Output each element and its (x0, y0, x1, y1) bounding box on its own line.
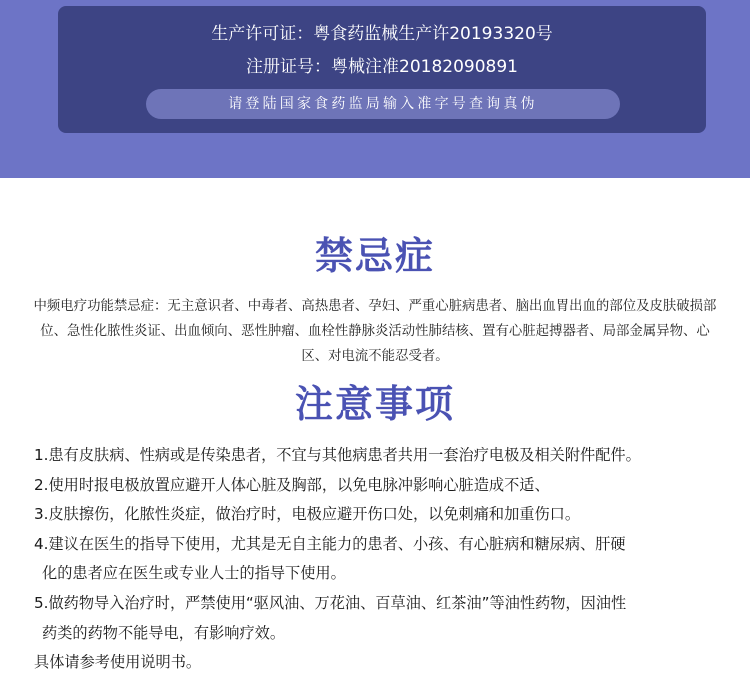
precaution-line: 2.使用时报电极放置应避开人体心脏及胸部，以免电脉冲影响心脏造成不适、 (34, 475, 550, 494)
header-band (0, 0, 750, 178)
contraindications-text: 中频电疗功能禁忌症：无主意识者、中毒者、高热患者、孕妇、严重心脏病患者、脑出血胃出血的部位及皮肤破损部位、急性化脓性炎证、出血倾向、恶性肿瘤、血栓性静脉炎活动性肺结核、置有心脏起搏器者、局部金属异物、心区、对电流不能忍受者。 (33, 299, 717, 364)
precaution-line: 3.皮肤擦伤，化脓性炎症，做治疗时，电极应避开伤口处，以免刺痛和加重伤口。 (34, 505, 581, 524)
contraindications-title: 禁忌症 (314, 234, 435, 278)
precaution-line: 具体请参考使用说明书。 (34, 653, 202, 672)
verify-hint-badge: 请登陆国家食药监局输入准字号查询真伪 (146, 89, 620, 119)
precautions-title: 注意事项 (294, 382, 455, 426)
license-panel (58, 6, 706, 133)
production-permit-text: 生产许可证：粤食药监械生产许20193320号 (211, 24, 553, 44)
precaution-line: 5.做药物导入治疗时，严禁使用“驱风油、万花油、百草油、红茶油”等油性药物，因油性 (34, 593, 627, 612)
precaution-line: 1.患有皮肤病、性病或是传染患者，不宜与其他病患者共用一套治疗电极及相关附件配件。 (34, 446, 641, 464)
registration-number-text: 注册证号：粤械注准20182090891 (246, 57, 518, 77)
precaution-line: 化的患者应在医生或专业人士的指导下使用。 (42, 564, 346, 583)
precautions-list (34, 441, 724, 678)
precaution-line: 4.建议在医生的指导下使用，尤其是无自主能力的患者、小孩、有心脏病和糖尿病、肝硬 (34, 534, 626, 553)
precaution-line: 药类的药物不能导电，有影响疗效。 (42, 623, 285, 642)
